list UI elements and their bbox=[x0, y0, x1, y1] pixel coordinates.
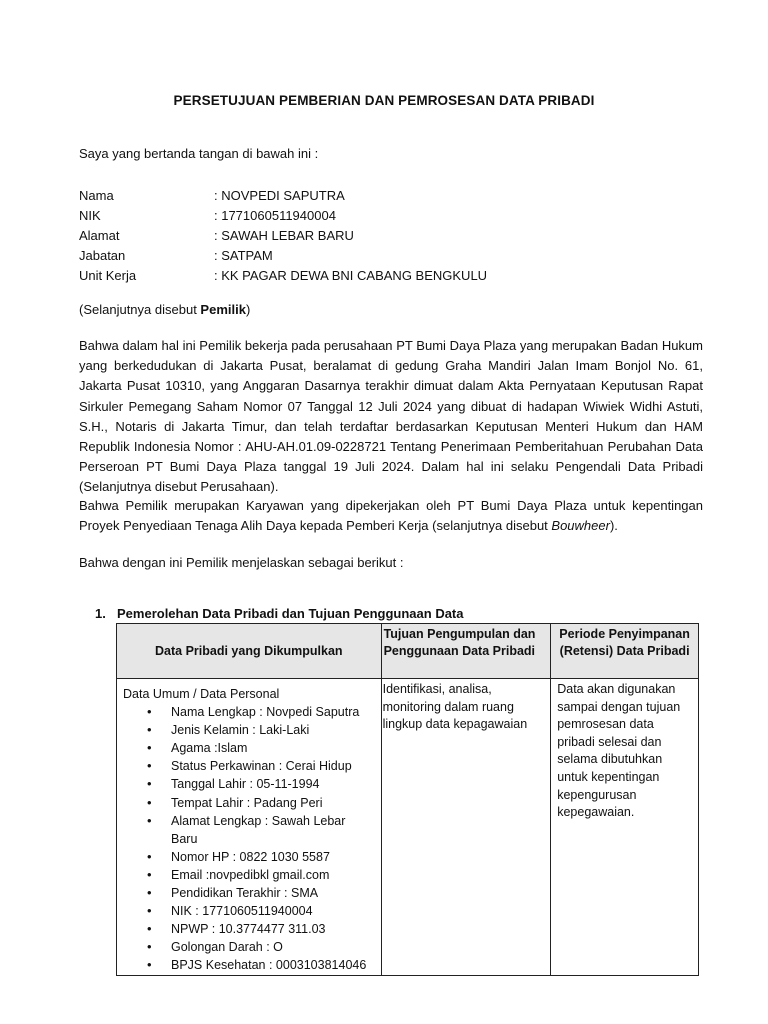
identity-label: Unit Kerja bbox=[79, 268, 137, 283]
list-item: • Golongan Darah : O bbox=[123, 938, 375, 956]
list-item: • Pendidikan Terakhir : SMA bbox=[123, 884, 375, 902]
list-item: • Nomor HP : 0822 1030 5587 bbox=[123, 848, 375, 866]
identity-value: : SAWAH LEBAR BARU bbox=[214, 228, 354, 243]
identity-block bbox=[79, 186, 487, 286]
table-row bbox=[117, 679, 699, 976]
document-title: PERSETUJUAN PEMBERIAN DAN PEMROSESAN DATA PRIBADI bbox=[173, 93, 595, 108]
identity-row-name bbox=[79, 186, 487, 206]
table-header-row bbox=[117, 624, 699, 679]
header-data-collected: Data Pribadi yang Dikumpulkan bbox=[117, 624, 382, 679]
list-item: • BPJS Kesehatan : 0003103814046 bbox=[123, 956, 375, 974]
paragraph-statement: Bahwa dengan ini Pemilik menjelaskan sebagai berikut : bbox=[79, 555, 404, 570]
bouwheer-term: Bouwheer bbox=[551, 518, 610, 534]
header-retention: Periode Penyimpanan (Retensi) Data Pribadi bbox=[551, 624, 699, 679]
section-number: 1. bbox=[95, 606, 106, 621]
owner-designation-prefix: (Selanjutnya disebut bbox=[79, 302, 201, 317]
paragraph-company: Bahwa dalam hal ini Pemilik bekerja pada perusahaan PT Bumi Daya Plaza yang merupakan Badan Hukum yang berkedudukan di Jakarta Pusat, beralamat di gedung Graha Mandiri Jalan Imam Bonjol No. 61, Jakarta Pusat 10310, yang Anggaran Dasarnya terakhir dimuat dalam Akta Pernyataan Keputusan Rapat Sirkuler Pemegang Saham Nomor 07 Tanggal 12 Juli 2024 yang dibuat di hadapan Wiwiek Widhi Astuti, S.H., Notaris di Jakarta Timur, dan telah terdaftar berdasarkan Keputusan Menteri Hukum dan HAM Republik Indonesia Nomor : AHU-AH.01.09-0228721 Tentang Penerimaan Pemberitahuan Perubahan Data Perseroan PT Bumi Daya Plaza tanggal 19 Juli 2024. Dalam hal ini selaku Pengendali Data Pribadi (Selanjutnya disebut Perusahaan). bbox=[79, 338, 703, 495]
header-purpose: Tujuan Pengumpulan dan Penggunaan Data Pribadi bbox=[381, 624, 551, 679]
list-item: • Jenis Kelamin : Laki-Laki bbox=[123, 721, 375, 739]
retention-cell: Data akan digunakan sampai dengan tujuan pemrosesan data pribadi selesai dan selama dibutuhkan untuk kepentingan kepengurusan kepegawaian. bbox=[551, 679, 699, 976]
section-title: Pemerolehan Data Pribadi dan Tujuan Penggunaan Data bbox=[117, 606, 464, 621]
list-item: • Agama :Islam bbox=[123, 739, 375, 757]
purpose-cell: Identifikasi, analisa, monitoring dalam ruang lingkup data kepagawaian bbox=[381, 679, 551, 976]
identity-row-nik bbox=[79, 206, 487, 226]
paragraph-employee bbox=[79, 496, 703, 536]
section-1-heading bbox=[95, 606, 464, 621]
identity-label: NIK bbox=[79, 208, 101, 223]
identity-row-work-unit bbox=[79, 266, 487, 286]
personal-data-table bbox=[116, 623, 699, 976]
intro-text: Saya yang bertanda tangan di bawah ini : bbox=[79, 146, 319, 161]
list-item: • Alamat Lengkap : Sawah Lebar Baru bbox=[123, 812, 375, 848]
identity-value: : KK PAGAR DEWA BNI CABANG BENGKULU bbox=[214, 268, 488, 283]
identity-row-position bbox=[79, 246, 487, 266]
owner-designation-suffix: ) bbox=[245, 302, 251, 317]
list-item: • NIK : 1771060511940004 bbox=[123, 902, 375, 920]
list-item: • NPWP : 10.3774477 311.03 bbox=[123, 920, 375, 938]
identity-label: Nama bbox=[79, 188, 114, 203]
identity-row-address bbox=[79, 226, 487, 246]
list-item: • Tanggal Lahir : 05-11-1994 bbox=[123, 775, 375, 793]
list-item: • Tempat Lahir : Padang Peri bbox=[123, 794, 375, 812]
list-item: • Email :novpedibkl gmail.com bbox=[123, 866, 375, 884]
owner-designation-term: Pemilik bbox=[200, 302, 246, 317]
personal-data-list bbox=[123, 703, 375, 974]
data-collected-cell bbox=[117, 679, 382, 976]
identity-label: Alamat bbox=[79, 228, 120, 243]
data-category-heading: Data Umum / Data Personal bbox=[123, 687, 280, 701]
identity-value: : 1771060511940004 bbox=[214, 208, 336, 223]
identity-label: Jabatan bbox=[79, 248, 126, 263]
owner-designation bbox=[79, 302, 250, 317]
paragraph-employee-end: ). bbox=[609, 518, 618, 534]
list-item: • Nama Lengkap : Novpedi Saputra bbox=[123, 703, 375, 721]
list-item: • Status Perkawinan : Cerai Hidup bbox=[123, 757, 375, 775]
paragraph-employee-text: Bahwa Pemilik merupakan Karyawan yang dipekerjakan oleh PT Bumi Daya Plaza untuk kepentingan Proyek Penyediaan Tenaga Alih Daya kepada Pemberi Kerja (selanjutnya disebut bbox=[79, 498, 703, 534]
identity-value: : SATPAM bbox=[214, 248, 273, 263]
identity-value: : NOVPEDI SAPUTRA bbox=[214, 188, 345, 203]
